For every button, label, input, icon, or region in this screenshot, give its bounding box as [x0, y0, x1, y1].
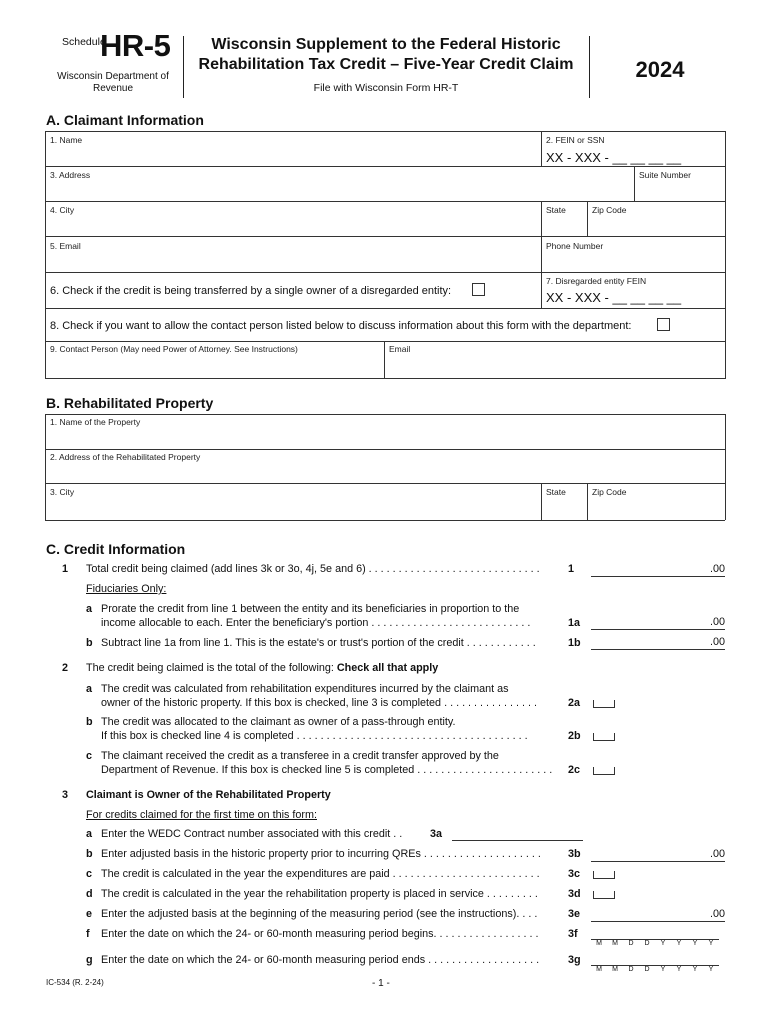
rule — [725, 131, 726, 379]
rule — [45, 483, 725, 484]
email-label: 5. Email — [50, 241, 81, 251]
q8-label: 8. Check if you want to allow the contact person listed below to discuss information about this form with the department: — [50, 320, 632, 332]
rule — [45, 378, 725, 379]
section-c-title: C. Credit Information — [46, 541, 186, 557]
date-letter: M — [591, 965, 607, 973]
rule — [541, 483, 542, 520]
line-2-number: 2 — [62, 662, 69, 674]
line-1-text: Total credit being claimed (add lines 3k or 3o, 4j, 5e and 6) . . . . . . . . . . . . . . . . . . . . . . . . . . . . . — [86, 563, 540, 575]
line-2c-text-1: The claimant received the credit as a transferee in a credit transfer approved by the — [101, 750, 499, 762]
state-label: State — [546, 205, 566, 215]
line-1b-letter: b — [86, 637, 93, 649]
rule — [725, 414, 726, 520]
line-3d-text: The credit is calculated in the year the rehabilitation property is placed in service . . . . . . . . . — [101, 888, 538, 900]
line-2-text — [86, 662, 438, 674]
line-3e-amount[interactable]: .00 — [591, 908, 725, 922]
rule — [45, 341, 725, 342]
line-3f-text: Enter the date on which the 24- or 60-month measuring period begins. . . . . . . . . . . . . . . . . . — [101, 928, 539, 940]
q6-checkbox[interactable] — [472, 283, 485, 296]
line-2a-ref: 2a — [568, 697, 581, 709]
line-2-check-all: Check all that apply — [336, 662, 439, 674]
line-2-text-main: The credit being claimed is the total of the following: — [86, 662, 334, 674]
rule — [541, 236, 542, 272]
date-letter: Y — [671, 965, 687, 973]
line-2c-text-2: Department of Revenue. If this box is checked line 5 is completed . . . . . . . . . . . . . . . . . . . . . . . — [101, 764, 553, 776]
line-2c-checkbox[interactable] — [593, 767, 615, 775]
date-letter: Y — [687, 965, 703, 973]
rule — [634, 166, 635, 201]
date-letter: Y — [687, 939, 703, 947]
date-letter: Y — [655, 965, 671, 973]
date-letter: Y — [703, 939, 719, 947]
line-3e-letter: e — [86, 908, 93, 920]
rule — [45, 520, 725, 521]
line-2b-letter: b — [86, 716, 93, 728]
zip-label: Zip Code — [592, 205, 627, 215]
suite-label: Suite Number — [639, 170, 691, 180]
schedule-code: HR-5 — [100, 28, 171, 63]
line-2a-text-2: owner of the historic property. If this box is checked, line 3 is completed . . . . . . . . . . . . . . . . — [101, 697, 538, 709]
city-label: 4. City — [50, 205, 75, 215]
date-letter: D — [639, 939, 655, 947]
header-divider — [183, 36, 184, 98]
line-1a-ref: 1a — [568, 617, 581, 629]
line-3c-checkbox[interactable] — [593, 871, 615, 879]
line-2a-letter: a — [86, 683, 93, 695]
line-2c-letter: c — [86, 750, 93, 762]
line-1a-letter: a — [86, 603, 93, 615]
line-3a-field[interactable] — [452, 827, 583, 841]
line-3-number: 3 — [62, 789, 69, 801]
line-1a-amount[interactable]: .00 — [591, 616, 725, 630]
section-a-title: A. Claimant Information — [46, 112, 204, 128]
line-1b-ref: 1b — [568, 637, 581, 649]
line-3e-ref: 3e — [568, 908, 581, 920]
address-label: 3. Address — [50, 170, 91, 180]
line-3d-ref: 3d — [568, 888, 581, 900]
date-letter: Y — [655, 939, 671, 947]
rule — [384, 341, 385, 379]
rule — [587, 483, 588, 520]
property-address-label: 2. Address of the Rehabilitated Property — [50, 452, 201, 462]
form-title: Wisconsin Supplement to the Federal Historic Rehabilitation Tax Credit – Five-Year Credit Claim — [198, 36, 574, 73]
line-2b-text-1: The credit was allocated to the claimant as owner of a pass-through entity. — [101, 716, 456, 728]
property-zip-label: Zip Code — [592, 487, 627, 497]
line-3g-ref: 3g — [568, 954, 581, 966]
file-with-note: File with Wisconsin Form HR-T — [313, 82, 459, 94]
line-3e-text: Enter the adjusted basis at the beginning of the measuring period (see the instructions). . . . — [101, 908, 538, 920]
line-2b-checkbox[interactable] — [593, 733, 615, 741]
rule — [45, 414, 46, 520]
fiduciaries-label: Fiduciaries Only: — [86, 583, 167, 595]
line-3c-letter: c — [86, 868, 93, 880]
date-letter: M — [607, 939, 623, 947]
line-1-amount[interactable]: .00 — [591, 563, 725, 577]
line-3d-letter: d — [86, 888, 93, 900]
line-3f-date-field[interactable] — [591, 939, 719, 947]
page-number: - 1 - — [372, 978, 390, 989]
line-3d-checkbox[interactable] — [593, 891, 615, 899]
line-3b-text: Enter adjusted basis in the historic property prior to incurring QREs . . . . . . . . . . . . . . . . . . . . — [101, 848, 541, 860]
line-2b-ref: 2b — [568, 730, 581, 742]
name-label: 1. Name — [50, 135, 83, 145]
date-letter: M — [607, 965, 623, 973]
line-1a-text-1: Prorate the credit from line 1 between the entity and its beneficiaries in proportion to the — [101, 603, 520, 615]
rule — [541, 131, 542, 166]
contact-label: 9. Contact Person (May need Power of Attorney. See Instructions) — [50, 344, 298, 354]
rule — [45, 131, 725, 132]
line-3-title: Claimant is Owner of the Rehabilitated Property — [86, 789, 331, 801]
date-letter: Y — [703, 965, 719, 973]
fein-label: 2. FEIN or SSN — [546, 135, 605, 145]
rule — [587, 201, 588, 236]
line-3f-ref: 3f — [568, 928, 578, 940]
form-number: IC-534 (R. 2-24) — [46, 978, 104, 987]
date-letter: D — [623, 965, 639, 973]
phone-label: Phone Number — [546, 241, 604, 251]
q6-label: 6. Check if the credit is being transferred by a single owner of a disregarded entity: — [50, 285, 452, 297]
line-2a-text-1: The credit was calculated from rehabilitation expenditures incurred by the claimant as — [101, 683, 509, 695]
schedule-label: Schedule — [62, 36, 106, 48]
rule — [45, 236, 725, 237]
line-1a-text-2: income allocable to each. Enter the beneficiary's portion . . . . . . . . . . . . . . . . . . . . . . . . . . . — [101, 617, 531, 629]
date-letter: Y — [671, 939, 687, 947]
line-3a-letter: a — [86, 828, 93, 840]
date-letter: D — [639, 965, 655, 973]
line-1b-text: Subtract line 1a from line 1. This is the estate's or trust's portion of the credit . . . . . . . . . . . . — [101, 637, 536, 649]
line-3g-text: Enter the date on which the 24- or 60-month measuring period ends . . . . . . . . . . . . . . . . . . . — [101, 954, 540, 966]
property-state-label: State — [546, 487, 566, 497]
contact-email-label: Email — [389, 344, 411, 354]
rule — [45, 166, 725, 167]
first-time-label: For credits claimed for the first time on this form: — [86, 809, 317, 821]
line-3c-ref: 3c — [568, 868, 581, 880]
department-name: Wisconsin Department of Revenue — [57, 71, 169, 94]
rule — [45, 308, 725, 309]
rule — [45, 414, 725, 415]
line-2c-ref: 2c — [568, 764, 581, 776]
line-3b-amount[interactable]: .00 — [591, 848, 725, 862]
q8-checkbox[interactable] — [657, 318, 670, 331]
line-2a-checkbox[interactable] — [593, 700, 615, 708]
property-city-label: 3. City — [50, 487, 75, 497]
date-letter: D — [623, 939, 639, 947]
property-name-label: 1. Name of the Property — [50, 417, 141, 427]
line-1-ref: 1 — [568, 563, 575, 575]
fein-field[interactable]: XX - XXX - __ __ __ __ — [546, 150, 682, 165]
line-2b-text-2: If this box is checked line 4 is completed . . . . . . . . . . . . . . . . . . . . . . . . . . . . . . . . . . . . . . . — [101, 730, 528, 742]
section-b-title: B. Rehabilitated Property — [46, 395, 214, 411]
rule — [45, 272, 725, 273]
line-3f-letter: f — [86, 928, 90, 940]
q7-fein-field[interactable]: XX - XXX - __ __ __ __ — [546, 290, 682, 305]
rule — [45, 449, 725, 450]
date-letter: M — [591, 939, 607, 947]
line-3b-letter: b — [86, 848, 93, 860]
rule — [45, 201, 725, 202]
line-1-number: 1 — [62, 563, 69, 575]
rule — [541, 201, 542, 236]
line-3c-text: The credit is calculated in the year the expenditures are paid . . . . . . . . . . . . . . . . . . . . . . . . . — [101, 868, 540, 880]
line-3a-text: Enter the WEDC Contract number associated with this credit . . — [101, 828, 403, 840]
line-1b-amount[interactable]: .00 — [591, 636, 725, 650]
line-3b-ref: 3b — [568, 848, 581, 860]
line-3g-letter: g — [86, 954, 93, 966]
line-3a-ref: 3a — [430, 828, 443, 840]
tax-year: 2024 — [635, 57, 685, 82]
rule — [541, 272, 542, 308]
q7-label: 7. Disregarded entity FEIN — [546, 276, 647, 286]
line-3g-date-field[interactable] — [591, 965, 719, 973]
